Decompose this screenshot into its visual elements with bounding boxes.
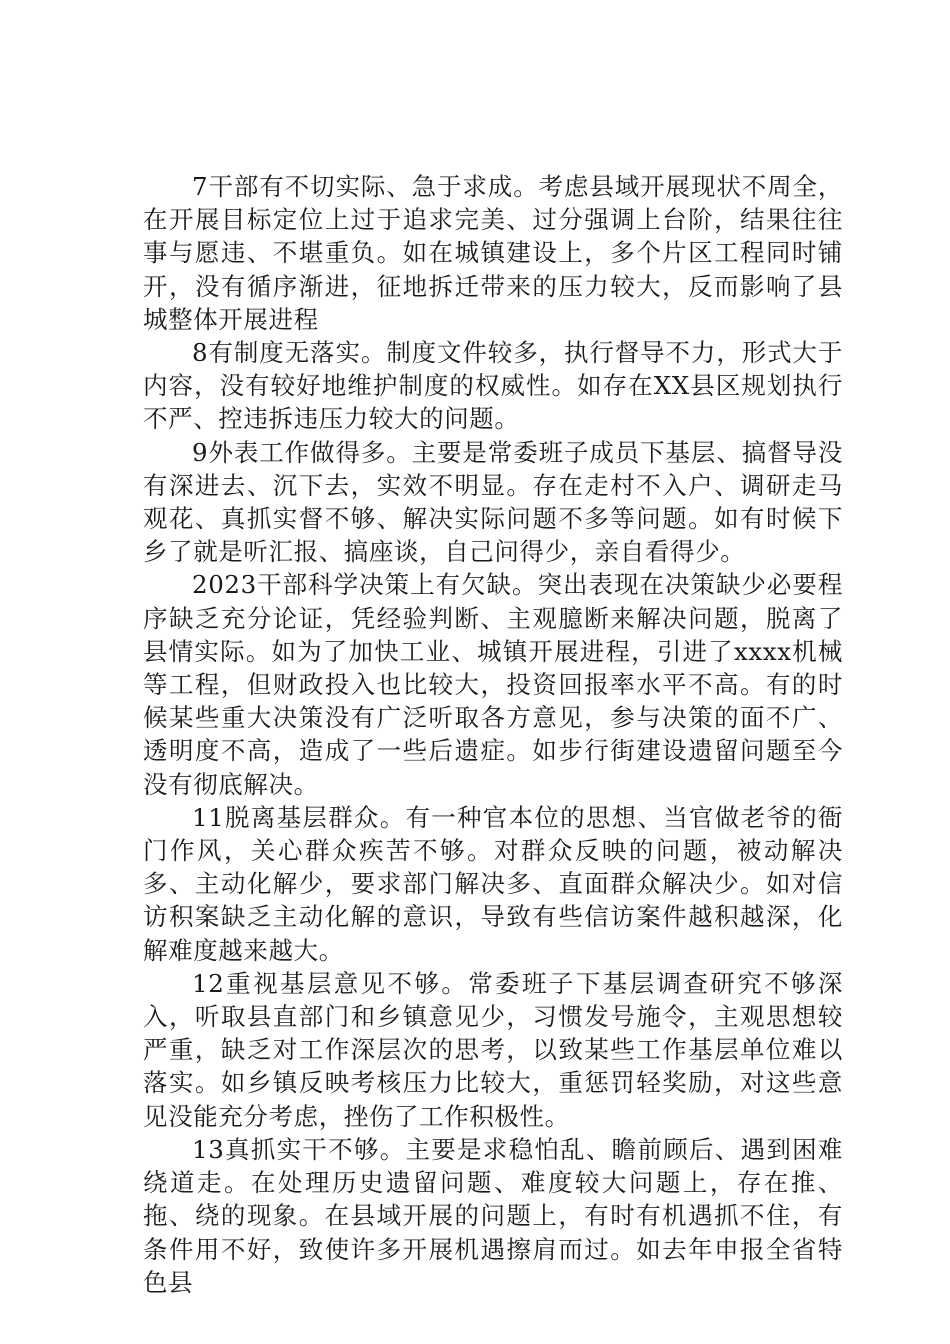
paragraph-12: 12重视基层意见不够。常委班子下基层调查研究不够深入，听取县直部门和乡镇意见少，习惯发号施令，主观思想较严重，缺乏对工作深层次的思考，以致某些工作基层单位难以落实。如乡镇反映考核压力比较大，重惩罚轻奖励，对这些意见没能充分考虑，挫伤了工作积极性。 [143, 968, 843, 1131]
paragraph-9: 9外表工作做得多。主要是常委班子成员下基层、搞督导没有深进去、沉下去，实效不明显。存在走村不入户、调研走马观花、真抓实督不够、解决实际问题不多等问题。如有时候下乡了就是听汇报、搞座谈，自己问得少，亲自看得少。 [143, 437, 843, 567]
paragraph-7: 7干部有不切实际、急于求成。考虑县域开展现状不周全，在开展目标定位上过于追求完美、过分强调上台阶，结果往往事与愿违、不堪重负。如在城镇建设上，多个片区工程同时铺开，没有循序渐进，征地拆迁带来的压力较大，反而影响了县城整体开展进程 [143, 172, 843, 334]
paragraph-8: 8有制度无落实。制度文件较多，执行督导不力，形式大于内容，没有较好地维护制度的权威性。如存在XX县区规划执行不严、控违拆违压力较大的问题。 [143, 338, 843, 434]
paragraph-10: 2023干部科学决策上有欠缺。突出表现在决策缺少必要程序缺乏充分论证，凭经验判断、主观臆断来解决问题，脱离了县情实际。如为了加快工业、城镇开展进程，引进了xxxx机械等工程，但财政投入也比较大，投资回报率水平不高。有的时候某些重大决策没有广泛听取各方意见，参与决策的面不广、透明度不高，造成了一些后遗症。如步行街建设遗留问题至今没有彻底解决。 [143, 570, 843, 799]
paragraph-13: 13真抓实干不够。主要是求稳怕乱、瞻前顾后、遇到困难绕道走。在处理历史遗留问题、难度较大问题上，存在推、拖、绕的现象。在县域开展的问题上，有时有机遇抓不住，有条件用不好，致使许多开展机遇擦肩而过。如去年申报全省特色县 [143, 1134, 843, 1297]
paragraph-11: 11脱离基层群众。有一种官本位的思想、当官做老爷的衙门作风，关心群众疾苦不够。对群众反映的问题，被动解决多、主动化解少，要求部门解决多、直面群众解决少。如对信访积案缺乏主动化解的意识，导致有些信访案件越积越深，化解难度越来越大。 [143, 802, 843, 965]
document-body [143, 170, 843, 1299]
